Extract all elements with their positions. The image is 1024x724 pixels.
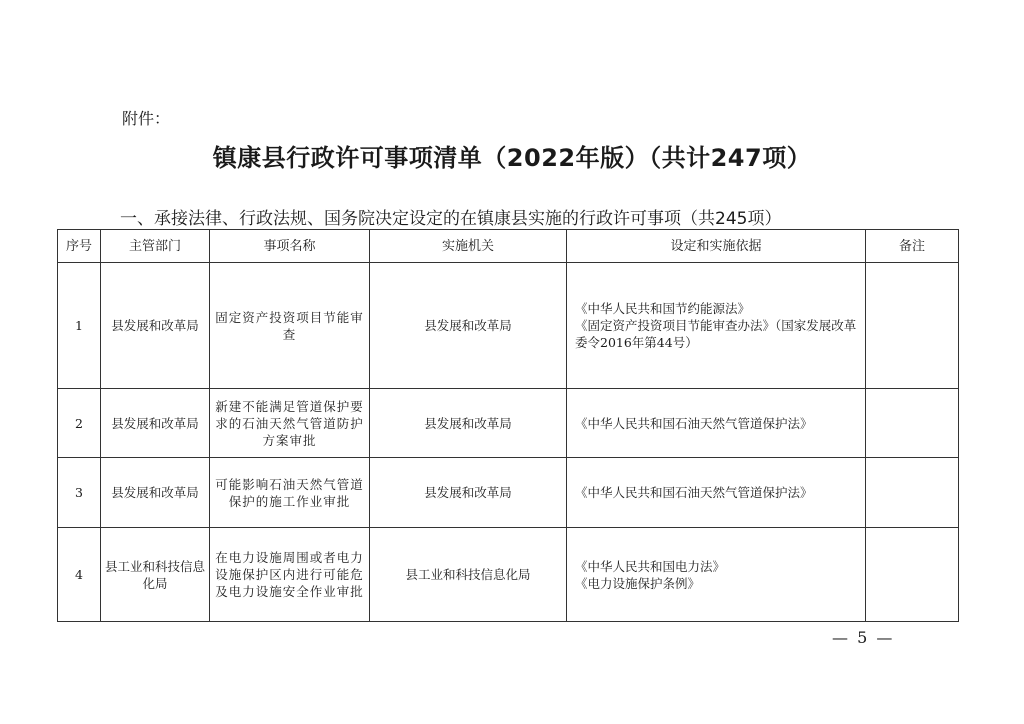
cell-basis [567,263,866,389]
cell-item: 在电力设施周围或者电力设施保护区内进行可能危及电力设施安全作业审批 [210,528,370,622]
cell-no: 4 [58,528,101,622]
cell-no: 3 [58,458,101,528]
header-dept: 主管部门 [101,230,210,263]
cell-item: 可能影响石油天然气管道保护的施工作业审批 [210,458,370,528]
section-heading: 一、承接法律、行政法规、国务院决定设定的在镇康县实施的行政许可事项（共245项） [120,209,782,229]
cell-note [866,528,959,622]
cell-note [866,458,959,528]
header-item: 事项名称 [210,230,370,263]
table-header-row [58,230,959,263]
cell-org: 县工业和科技信息化局 [370,528,567,622]
cell-dept: 县工业和科技信息化局 [101,528,210,622]
page-number: — 5 — [832,628,895,647]
basis-line: 《电力设施保护条例》 [575,575,701,591]
cell-org: 县发展和改革局 [370,458,567,528]
cell-basis [567,389,866,458]
table-row [58,458,959,528]
cell-no: 2 [58,389,101,458]
document-title: 镇康县行政许可事项清单（2022年版）（共计247项） [212,144,812,172]
basis-line: 《中华人民共和国节约能源法》 [575,301,751,316]
cell-basis [567,528,866,622]
cell-item: 新建不能满足管道保护要求的石油天然气管道防护方案审批 [210,389,370,458]
basis-line: 《中华人民共和国石油天然气管道保护法》 [575,415,813,431]
table-row [58,263,959,389]
header-note: 备注 [866,230,959,263]
table-row [58,389,959,458]
cell-no: 1 [58,263,101,389]
cell-org: 县发展和改革局 [370,263,567,389]
header-org: 实施机关 [370,230,567,263]
cell-item: 固定资产投资项目节能审查 [210,263,370,389]
cell-dept: 县发展和改革局 [101,263,210,389]
cell-dept: 县发展和改革局 [101,389,210,458]
cell-dept: 县发展和改革局 [101,458,210,528]
attachment-label: 附件： [122,109,171,128]
basis-line: 《中华人民共和国电力法》 [575,558,726,574]
permit-table [57,229,959,622]
basis-line: 《中华人民共和国石油天然气管道保护法》 [575,485,813,500]
cell-note [866,389,959,458]
header-no: 序号 [58,230,101,263]
cell-note [866,263,959,389]
basis-line: 《固定资产投资项目节能审查办法》（国家发展改革委令2016年第44号） [575,318,857,350]
cell-basis [567,458,866,528]
table-row [58,528,959,622]
header-basis: 设定和实施依据 [567,230,866,263]
cell-org: 县发展和改革局 [370,389,567,458]
